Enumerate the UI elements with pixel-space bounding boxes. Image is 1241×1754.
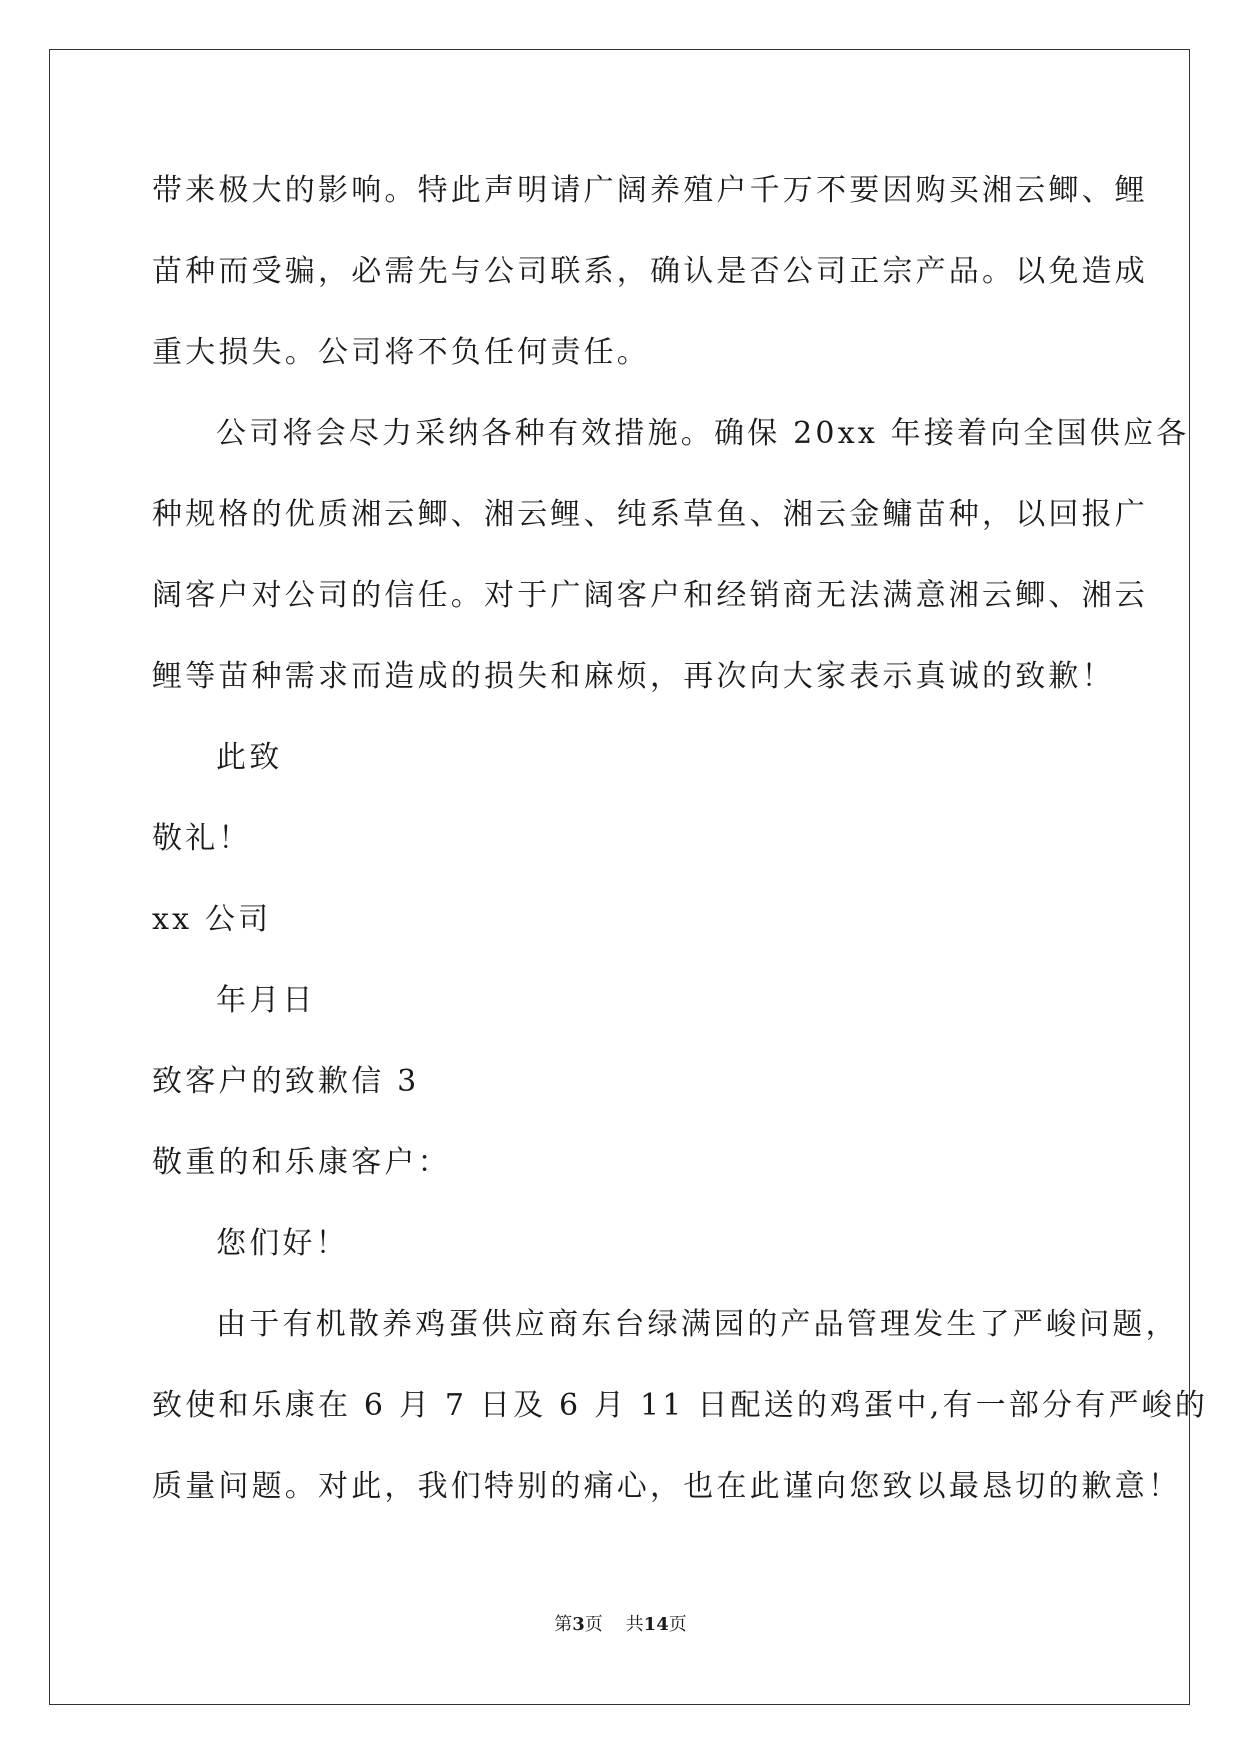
closing-regards: 敬礼！ <box>152 821 252 856</box>
page-prefix: 第 <box>554 1614 573 1635</box>
text-line: 种规格的优质湘云鲫、湘云鲤、纯系草鱼、湘云金鳙苗种，以回报广 <box>152 497 1148 532</box>
text-line: 致使和乐康在 6 月 7 日及 6 月 11 日配送的鸡蛋中,有一部分有严峻的 <box>152 1388 1209 1423</box>
paragraph-start: 公司将会尽力采纳各种有效措施。确保 20xx 年接着向全国供应各 <box>216 416 1190 451</box>
signature-date: 年月日 <box>216 983 316 1018</box>
text-line: 带来极大的影响。特此声明请广阔养殖户千万不要因购买湘云鲫、鲤 <box>152 173 1148 208</box>
letter-greeting: 敬重的和乐康客户： <box>152 1145 451 1180</box>
total-suffix: 页 <box>668 1614 687 1635</box>
text-line: 重大损失。公司将不负任何责任。 <box>152 335 650 370</box>
section-title: 致客户的致歉信 3 <box>152 1064 420 1099</box>
text-line: 阔客户对公司的信任。对于广阔客户和经销商无法满意湘云鲫、湘云 <box>152 578 1148 613</box>
page-current: 3 <box>572 1614 585 1635</box>
text-line: 质量问题。对此，我们特别的痛心，也在此谨向您致以最恳切的歉意！ <box>152 1469 1182 1504</box>
document-body <box>152 166 1209 1543</box>
page-total: 14 <box>643 1614 669 1635</box>
signature-company: xx 公司 <box>152 902 272 937</box>
paragraph-start: 由于有机散养鸡蛋供应商东台绿满园的产品管理发生了严峻问题， <box>216 1307 1179 1342</box>
page-suffix: 页 <box>584 1614 603 1635</box>
letter-hello: 您们好！ <box>216 1226 349 1261</box>
page-footer <box>0 1613 1241 1637</box>
text-line: 鲤等苗种需求而造成的损失和麻烦，再次向大家表示真诚的致歉！ <box>152 659 1115 694</box>
closing-salutation: 此致 <box>216 740 283 775</box>
total-prefix: 共 <box>625 1614 644 1635</box>
text-line: 苗种而受骗，必需先与公司联系，确认是否公司正宗产品。以免造成 <box>152 254 1148 289</box>
